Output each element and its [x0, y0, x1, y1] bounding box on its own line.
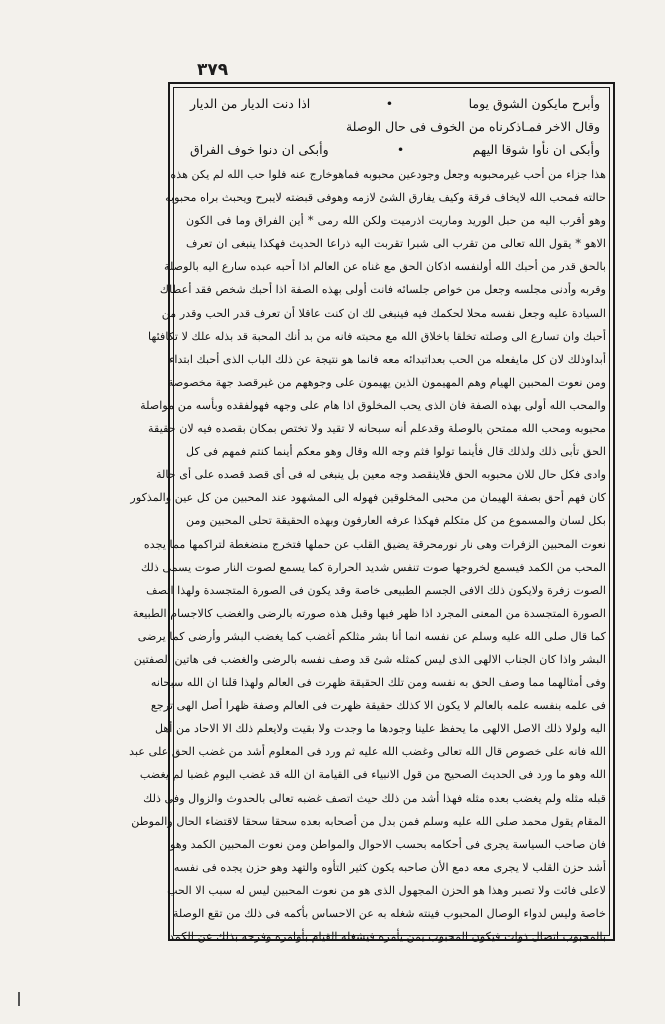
- verse-separator: •: [396, 142, 405, 157]
- text-line: كان فهم أحق بصفة الهيمان من محبى المخلوقين فهوله الى المشهود عند المحبين من كل عين والمذكور: [130, 491, 606, 505]
- text-line: الصوت زفرة ولايكون ذلك الافى الجسم الطبيعى خاصة وقد يكون فى الصورة المتجسدة ولهذا اتصف: [146, 583, 606, 597]
- text-line: بالحق قدر من أحبك الله أولنفسه اذكان الحق مع غناه عن العالم اذا أحبه عبده سارع اليه بالوصلة: [163, 260, 606, 274]
- text-line: الله فانه على خصوص قال الله تعالى وغضب الله عليه ثم ورد فى المعلوم أشد من غضب الحق على عبد: [129, 745, 606, 759]
- text-line: لاعلى فائت ولا تصبر وهذا هو الحزن المجهول الذى هو من نعوت المحبين ليس له سبب الا الحب: [167, 883, 606, 897]
- text-line: والمحب الله أولى بهذه الصفة فان الذى يحب المخلوق اذا هام على وجهه فهولفقده وبأسه من مواصلة: [140, 398, 606, 412]
- text-line: الصورة المتجسدة من المعنى المجرد اذا ظهر فيها وقبل هذه صورته بالرضى والغضب كالاجسام الطبيعة: [132, 606, 606, 620]
- text-line: الله وهو ما ورد فى الحديث الصحيح من قول الانبياء فى القيامة ان الله قد غضب اليوم غضبا لم يغضب: [139, 768, 606, 782]
- text-line: فان صاحب السياسة يجرى فى أحكامه بحسب الاحوال والمواطن ومن نعوت المحبين الكمد وهو: [170, 837, 606, 851]
- text-line: المقام يقول محمد صلى الله عليه وسلم فمن بدل من أصحابه بعده سحقا سحقا لاقتضاء الحال والموطن: [131, 814, 606, 828]
- text-line: اليه ولولا ذلك الاصل الالهى ما يحفظ علينا وجودها ما وجدت ولا بقيت ولايعلم ذلك الا الاحاد من أهل: [154, 722, 606, 736]
- verse-hemistich-2: اذا دنت الديار من الديار: [190, 96, 311, 111]
- verse-separator: •: [385, 96, 394, 111]
- body-text: [129, 163, 606, 948]
- verse-line: [190, 138, 600, 161]
- text-line: بكل لسان والمسموع من كل متكلم فهكذا عرفه العارفون وبهذه الحقيقة تحلى المحبين ومن: [186, 514, 606, 528]
- text-line: السيادة عليه وجعل نفسه محلا لحكمك فيه فينبغى لك ان كنت عاقلا أن تعرف قدر الحب وقدر من: [161, 306, 606, 320]
- text-line: وادى فكل حال للان محبوبه الحق فلاينقصد وجه معين بل ينبغى له فى أى قصد قصده على أى حالة: [155, 468, 606, 482]
- text-line: هذا جزاء من أحب غيرمحبوبه وجعل وجودعين محبوبه فماهوخارج عنه فلوا حب الله لم يكن هذه: [170, 168, 606, 181]
- text-line: كما قال صلى الله عليه وسلم عن نفسه انما أنا بشر مثلكم أغضب كما يغضب البشر وأرضى كما يرضى: [137, 629, 606, 643]
- verse-hemistich-1: وأبرح مايكون الشوق يوما: [468, 96, 600, 111]
- verse-line: [190, 115, 600, 138]
- text-line: الاهو * يقول الله تعالى من تقرب الى شبرا تقربت اليه ذراعا الحديث فهكذا ينبغى ان تعرف: [186, 237, 606, 251]
- text-line: وهو أقرب اليه من حبل الوريد وماريت اذرميت ولكن الله رمى * أين الفراق وما فى الكون: [186, 214, 606, 228]
- text-line: أشد حزن القلب لا يجرى معه دمع الأن صاحبه يكون كثير التأوه والتهد وهو حزن يجده فى نفسه: [173, 860, 606, 874]
- text-line: الحق تأبى ذلك ولذلك قال فأينما تولوا فثم وجه الله وقال وهو معكم أينما كنتم فمهم فى كل: [186, 445, 606, 459]
- text-line: البشر واذا كان الجناب الالهى الذى ليس كمثله شئ قد وصف نفسه بالرضى والغضب فى هاتين الصفتين: [133, 652, 606, 666]
- text-line: أحبك وان تسارع الى وصلته تخلقا باخلاق الله مع محبته فانه من بد أنك المحبة قد بذله علك لا تكافئها: [148, 329, 606, 343]
- page-number: ٣٧٩: [197, 60, 229, 80]
- text-line: نعوت المحبين الزفرات وهى نار نورمحرقة يضيق القلب عن حملها فتخرج منضغطة لتراكمها مما يجده: [143, 537, 606, 551]
- text-line: ومن نعوت المحبين الهيام وهم المهيمون الذين يهيمون على وجوههم من غيرقصد جهة مخصوصة: [167, 375, 606, 389]
- text-line: وفى أمثالهما مما وصف الحق به نفسه ومن تلك الحقيقة ظهرت فى العالم ولهذا قلنا ان الله سبحانه: [150, 676, 606, 690]
- verse-hemistich-1: وأبكى ان نأوا شوقا اليهم: [472, 142, 600, 157]
- text-line: أبداوذلك لان كل مايفعله من الحب بعداتبدائه معه فانما هو نتيجة عن ذلك الباب الذى أحبك ابتداء: [169, 352, 606, 366]
- text-line: خاصة وليس لدواء الوصال المحبوب فينته شغله به عن الاحساس بأكمه فى ذلك من تقع الوصلة: [172, 907, 606, 920]
- poetry-verses: [190, 92, 600, 161]
- text-line: المحب من الكمد فيسمع لخروجها صوت تنفس شديد الحرارة كما يسمع لصوت النار صوت يسمى ذلك: [141, 560, 606, 574]
- text-line: فى علمه بنفسه علمه بالعالم لا يكون الا كذلك حقيقة ظهرت فى العالم وصفة ظهرا أصل الهى ترجع: [150, 699, 606, 713]
- page-margin-mark: [18, 992, 20, 1006]
- verse-hemistich-1: وقال الاخر فمـاذكرناه من الخوف فى حال الوصلة: [345, 119, 600, 134]
- text-line: وقربه وأدنى مجلسه وجعل من خواص جلسائه فانت أولى بهذه الصفة اذا أحبك شخص فقد أعطاك: [159, 283, 606, 297]
- text-line: حالته فمحب الله لايخاف فرقة وكيف يفارق الشئ لازمه وهوفى قبضته لايبرح ويحبث براه محبوبه: [165, 191, 606, 205]
- text-line: قبله مثله ولم يغضب بعده مثله فهذا أشد من ذلك حيث اتصف غضبه تعالى بالحدوث والزوال وفى ذلك: [143, 791, 606, 805]
- text-line: محبوبه ومحب الله ممتحن بالوصلة وقدعلم أنه سبحانه لا تقيد ولا تختص بمكان بقصده فيه لان حقيقة: [148, 422, 606, 436]
- verse-line: [190, 92, 600, 115]
- text-line: بالمحبوب اتصال ذوات فيكون المحبوب يمن يأمره فيشغله القيام بأوامره وفرحه بذلك عن الكمد: [168, 930, 606, 944]
- verse-hemistich-2: وأبكى ان دنوا خوف الفراق: [190, 142, 329, 157]
